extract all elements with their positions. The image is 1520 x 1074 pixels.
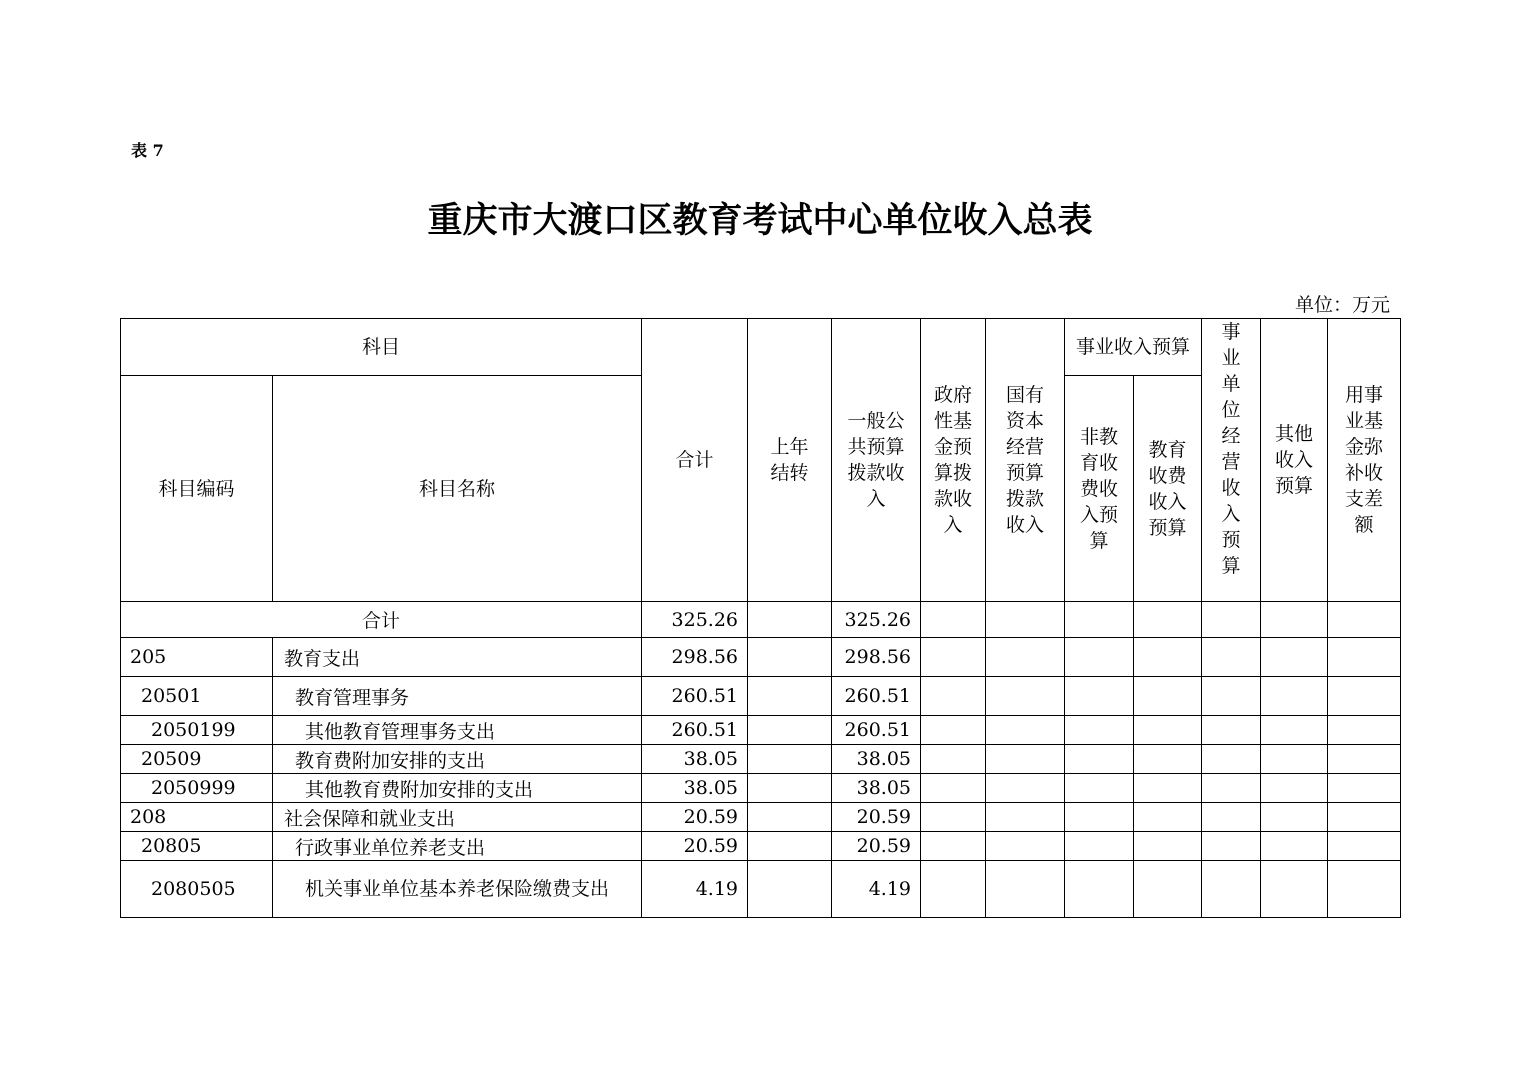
row-general-budget: 20.59 bbox=[832, 803, 921, 832]
total-label: 合计 bbox=[121, 602, 642, 638]
header-carryover: 上年结转 bbox=[748, 319, 832, 602]
table-row bbox=[121, 861, 1401, 918]
row-code: 20509 bbox=[121, 745, 273, 774]
table-number: 表 7 bbox=[131, 141, 164, 160]
header-business-operation: 事业单位经营收入预算 bbox=[1202, 319, 1261, 602]
row-code: 208 bbox=[121, 803, 273, 832]
header-edu-fee: 教育收费收入预算 bbox=[1134, 376, 1202, 602]
table-row bbox=[121, 716, 1401, 745]
row-name: 机关事业单位基本养老保险缴费支出 bbox=[273, 861, 642, 918]
income-summary-table bbox=[120, 318, 1401, 918]
row-code: 2080505 bbox=[121, 861, 273, 918]
page-title: 重庆市大渡口区教育考试中心单位收入总表 bbox=[427, 201, 1093, 241]
row-name: 教育费附加安排的支出 bbox=[273, 745, 642, 774]
header-general-budget: 一般公共预算拨款收入 bbox=[832, 319, 921, 602]
row-total: 260.51 bbox=[642, 716, 748, 745]
row-general-budget: 38.05 bbox=[832, 745, 921, 774]
row-total: 38.05 bbox=[642, 774, 748, 803]
row-general-budget: 20.59 bbox=[832, 832, 921, 861]
header-subject-code: 科目编码 bbox=[121, 376, 273, 602]
row-total: 38.05 bbox=[642, 745, 748, 774]
row-general-budget: 4.19 bbox=[832, 861, 921, 918]
row-total: 4.19 bbox=[642, 861, 748, 918]
row-name: 教育管理事务 bbox=[273, 677, 642, 716]
row-code: 205 bbox=[121, 638, 273, 677]
header-subject: 科目 bbox=[121, 319, 642, 376]
table-row bbox=[121, 638, 1401, 677]
row-total: 298.56 bbox=[642, 638, 748, 677]
header-subject-name: 科目名称 bbox=[273, 376, 642, 602]
header-other-income: 其他收入预算 bbox=[1261, 319, 1328, 602]
row-name: 社会保障和就业支出 bbox=[273, 803, 642, 832]
table-row bbox=[121, 803, 1401, 832]
row-code: 2050199 bbox=[121, 716, 273, 745]
header-state-capital: 国有资本经营预算拨款收入 bbox=[986, 319, 1065, 602]
header-fund-compensation: 用事业基金弥补收支差额 bbox=[1328, 319, 1401, 602]
row-name: 其他教育费附加安排的支出 bbox=[273, 774, 642, 803]
row-general-budget: 260.51 bbox=[832, 716, 921, 745]
table-row bbox=[121, 677, 1401, 716]
total-general-budget: 325.26 bbox=[832, 602, 921, 638]
row-total: 20.59 bbox=[642, 803, 748, 832]
row-code: 20805 bbox=[121, 832, 273, 861]
header-gov-fund: 政府性基金预算拨款收入 bbox=[921, 319, 986, 602]
row-name: 教育支出 bbox=[273, 638, 642, 677]
row-total: 260.51 bbox=[642, 677, 748, 716]
row-code: 20501 bbox=[121, 677, 273, 716]
header-total: 合计 bbox=[642, 319, 748, 602]
row-general-budget: 38.05 bbox=[832, 774, 921, 803]
row-name: 其他教育管理事务支出 bbox=[273, 716, 642, 745]
row-total: 20.59 bbox=[642, 832, 748, 861]
row-code: 2050999 bbox=[121, 774, 273, 803]
total-value: 325.26 bbox=[642, 602, 748, 638]
table-row bbox=[121, 832, 1401, 861]
table-row bbox=[121, 774, 1401, 803]
row-general-budget: 260.51 bbox=[832, 677, 921, 716]
header-business-income: 事业收入预算 bbox=[1065, 319, 1202, 376]
header-non-edu-fee: 非教育收费收入预算 bbox=[1065, 376, 1134, 602]
table-row-total bbox=[121, 602, 1401, 638]
unit-label: 单位：万元 bbox=[1294, 294, 1390, 316]
row-general-budget: 298.56 bbox=[832, 638, 921, 677]
row-name: 行政事业单位养老支出 bbox=[273, 832, 642, 861]
table-row bbox=[121, 745, 1401, 774]
